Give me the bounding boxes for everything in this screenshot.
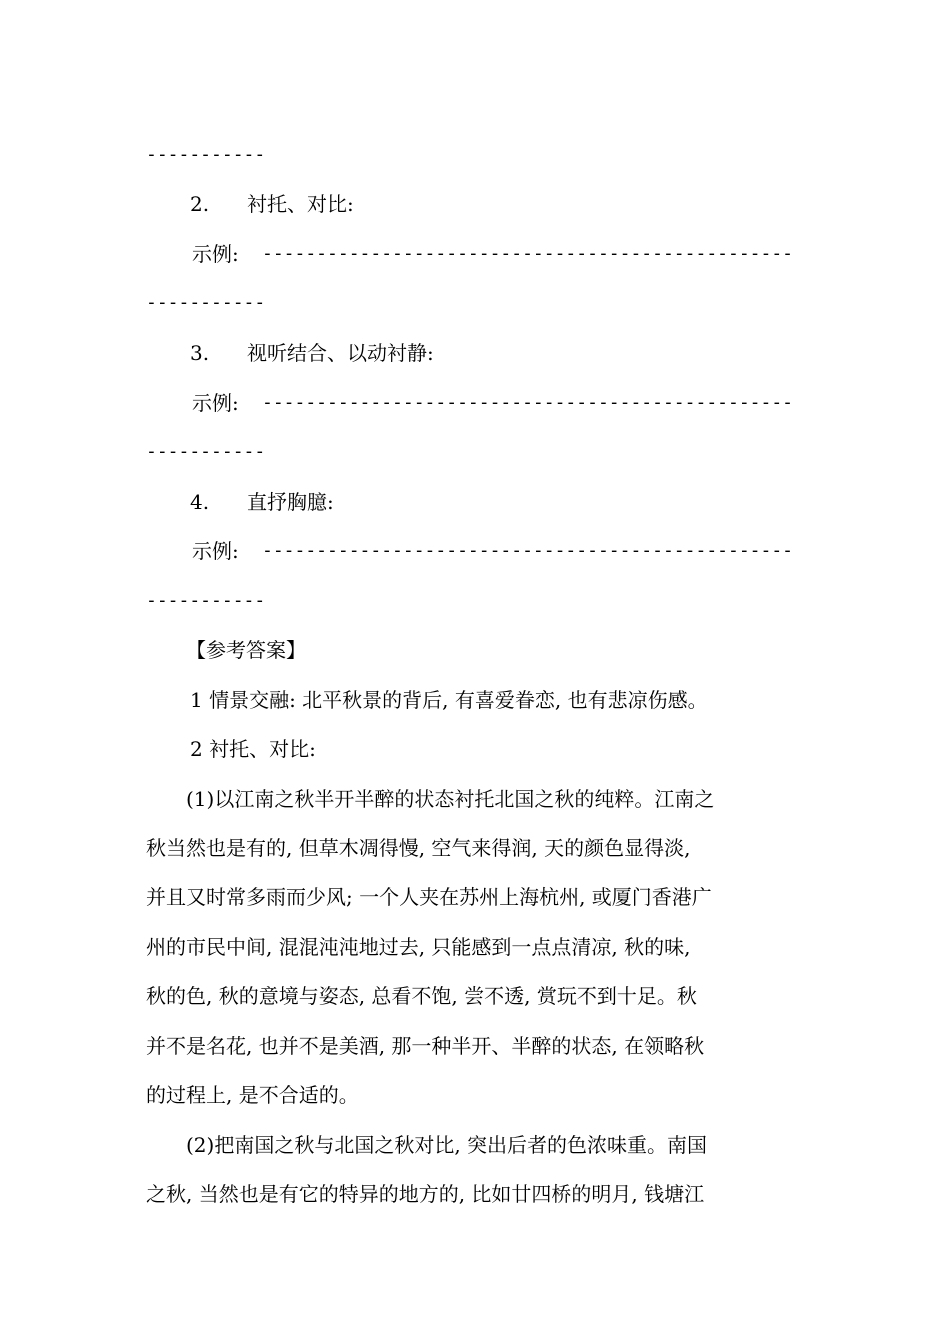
answer-line: 州的市民中间, 混混沌沌地过去, 只能感到一点点清凉, 秋的味, bbox=[146, 935, 691, 959]
item-number: 3. bbox=[190, 341, 210, 365]
dash-line: ----------- bbox=[146, 144, 266, 165]
answer-line: 1 情景交融: 北平秋景的背后, 有喜爱眷恋, 也有悲凉伤感。 bbox=[190, 688, 708, 712]
item-heading: 衬托、对比: bbox=[247, 192, 354, 216]
answer-line: 的过程上, 是不合适的。 bbox=[146, 1083, 359, 1107]
example-blank: ------------------------------------------------- bbox=[262, 540, 794, 561]
example-blank: ------------------------------------------------- bbox=[262, 243, 794, 264]
answer-title: 【参考答案】 bbox=[186, 638, 306, 662]
example-label: 示例: bbox=[192, 242, 239, 266]
answer-line: 并且又时常多雨而少风; 一个人夹在苏州上海杭州, 或厦门香港广 bbox=[146, 885, 712, 909]
item-heading: 直抒胸臆: bbox=[247, 490, 334, 514]
dash-line: ----------- bbox=[146, 441, 266, 462]
item-number: 2. bbox=[190, 192, 210, 216]
answer-line: 秋当然也是有的, 但草木凋得慢, 空气来得润, 天的颜色显得淡, bbox=[146, 836, 691, 860]
example-label: 示例: bbox=[192, 391, 239, 415]
example-label: 示例: bbox=[192, 539, 239, 563]
item-number: 4. bbox=[190, 490, 210, 514]
answer-line: 之秋, 当然也是有它的特异的地方的, 比如廿四桥的明月, 钱塘江 bbox=[146, 1182, 705, 1206]
example-blank: ------------------------------------------------- bbox=[262, 392, 794, 413]
dash-line: ----------- bbox=[146, 292, 266, 313]
answer-line: (1)以江南之秋半开半醉的状态衬托北国之秋的纯粹。江南之 bbox=[186, 787, 715, 811]
answer-line: 秋的色, 秋的意境与姿态, 总看不饱, 尝不透, 赏玩不到十足。秋 bbox=[146, 984, 697, 1008]
dash-line: ----------- bbox=[146, 590, 266, 611]
answer-line: 2 衬托、对比: bbox=[190, 737, 316, 761]
answer-line: 并不是名花, 也并不是美酒, 那一种半开、半醉的状态, 在领略秋 bbox=[146, 1034, 705, 1058]
answer-line: (2)把南国之秋与北国之秋对比, 突出后者的色浓味重。南国 bbox=[186, 1133, 708, 1157]
item-heading: 视听结合、以动衬静: bbox=[247, 341, 434, 365]
